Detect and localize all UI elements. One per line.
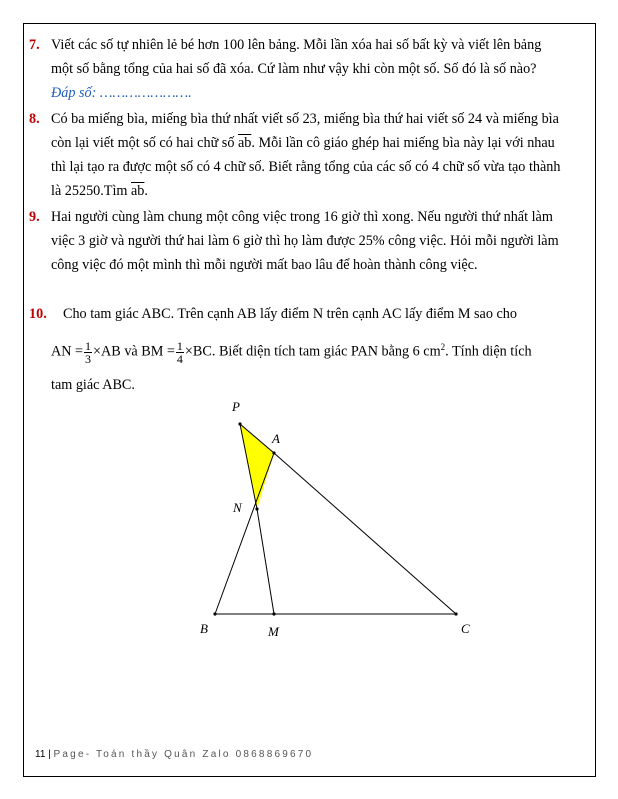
segment-ab xyxy=(215,453,274,614)
footer-separator: | xyxy=(45,749,54,760)
problem-number: 9. xyxy=(29,209,40,225)
text-fragment: và xyxy=(120,343,142,360)
page-number: 11 xyxy=(35,749,46,760)
point-n xyxy=(255,507,258,510)
fraction-numerator: 1 xyxy=(176,338,183,353)
formula-times-bc: ×BC xyxy=(184,343,212,360)
label-c: C xyxy=(461,621,470,636)
text-fragment: còn lại viết một số có hai chữ số xyxy=(51,135,238,151)
label-b: B xyxy=(200,621,208,636)
ab-notation: $\overline{ab}$ xyxy=(131,183,145,199)
label-n: N xyxy=(233,500,242,515)
problem-text: tam giác ABC. xyxy=(51,376,135,393)
superscript: 2 xyxy=(440,342,446,352)
problem-text: thì lại tạo ra được một số có 4 chữ số. Biết rằng tổng của các số có 4 chữ số vừa tạo thành xyxy=(51,159,561,175)
problem-text: Cho tam giác ABC. Trên cạnh AB lấy điểm N trên cạnh AC lấy điểm M sao cho xyxy=(63,306,517,322)
point-a xyxy=(272,451,275,454)
formula-bm: BM = xyxy=(141,343,175,360)
problem-number: 10. xyxy=(29,306,47,322)
point-p xyxy=(238,422,241,425)
text-fragment: . Biết diện tích tam giác PAN bằng 6 cm xyxy=(211,343,441,360)
problem-text: việc 3 giờ và người thứ hai làm 6 giờ thì họ làm được 25% công việc. Hỏi mỗi người làm xyxy=(51,233,559,249)
footer-text: Page- Toán thầy Quân Zalo 0868869670 xyxy=(53,749,314,760)
problem-text: Có ba miếng bìa, miếng bìa thứ nhất viết số 23, miếng bìa thứ hai viết số 24 và miếng bìa xyxy=(51,111,559,127)
label-a: A xyxy=(272,431,280,446)
point-m xyxy=(272,612,275,615)
problem-text: Hai người cùng làm chung một công việc trong 16 giờ thì xong. Nếu người thứ nhất làm xyxy=(51,209,553,225)
problem-number: 8. xyxy=(29,111,40,127)
fraction-denominator: 3 xyxy=(85,351,92,366)
ab-notation: $\overline{ab}$ xyxy=(237,135,252,151)
formula-times-ab: ×AB xyxy=(93,343,121,360)
text-fragment: . xyxy=(144,183,148,199)
segment-nm xyxy=(257,509,274,614)
fraction-denominator: 4 xyxy=(176,351,183,366)
label-p: P xyxy=(232,399,240,414)
point-b xyxy=(213,612,216,615)
text-fragment: . Tính diện tích xyxy=(445,343,532,360)
point-c xyxy=(454,612,457,615)
text-fragment: . Mỗi lần cô giáo ghép hai miếng bìa này lại với nhau xyxy=(251,135,555,151)
segment-ac xyxy=(274,453,456,614)
formula-an: AN = xyxy=(51,343,84,360)
page-footer xyxy=(35,749,313,760)
problem-text: Viết các số tự nhiên lẻ bé hơn 100 lên bảng. Mỗi lần xóa hai số bất kỳ và viết lên bảng xyxy=(51,37,542,53)
fraction-numerator: 1 xyxy=(85,338,92,353)
problem-text: công việc đó một mình thì mỗi người mất bao lâu để hoàn thành công việc. xyxy=(51,257,478,273)
problem-text: một số bằng tổng của hai số đã xóa. Cứ làm như vậy khi còn một số. Số đó là số nào? xyxy=(51,61,537,77)
label-m: M xyxy=(268,624,279,639)
problem-number: 7. xyxy=(29,37,40,53)
answer-line: Đáp số: …………………. xyxy=(51,85,192,101)
text-fragment: là 25250.Tìm xyxy=(51,183,131,199)
